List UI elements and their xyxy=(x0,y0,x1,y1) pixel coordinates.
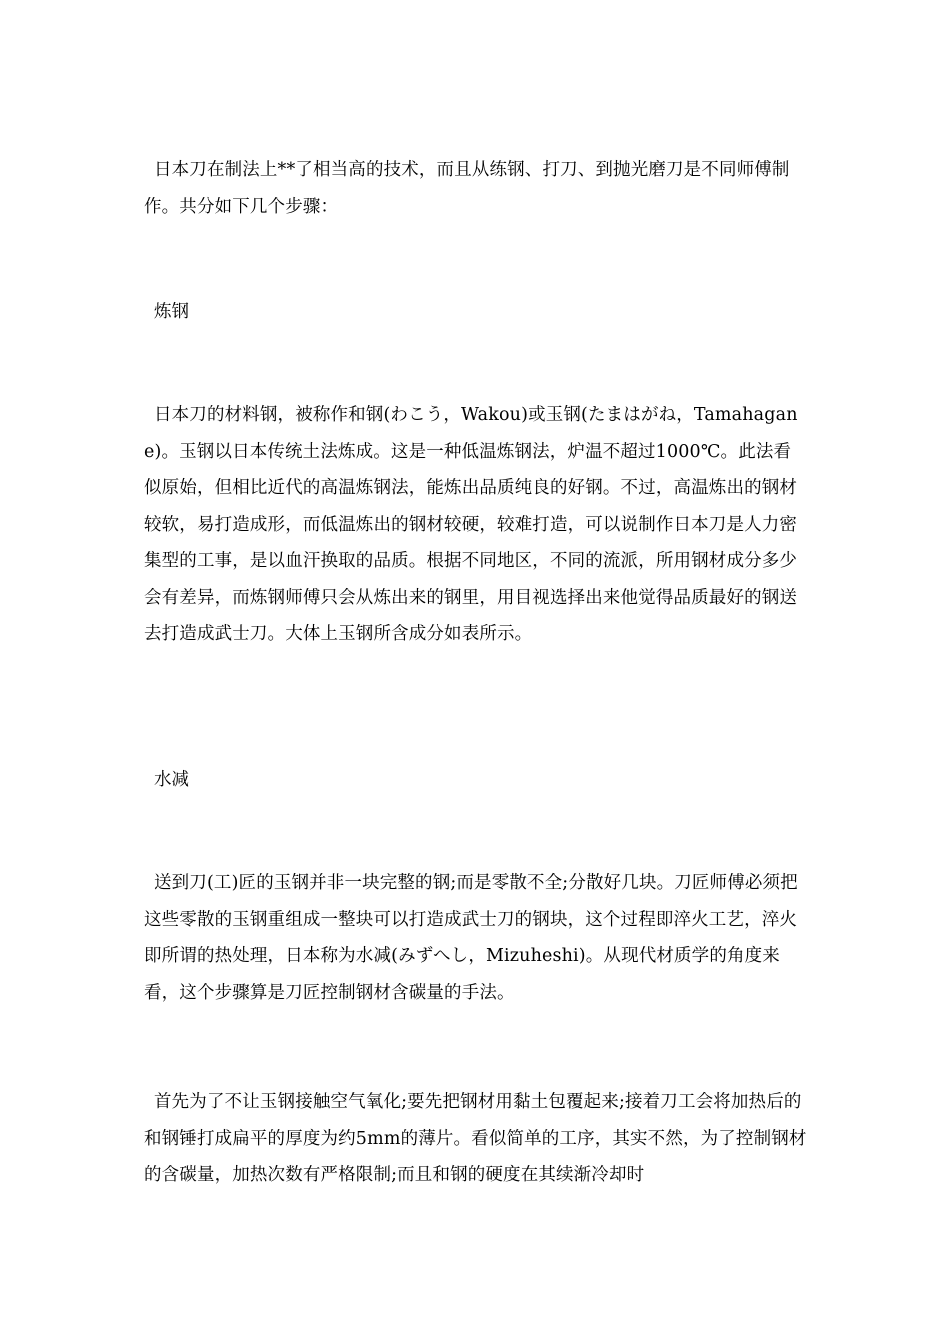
section-paragraph-shui-jian-2: 首先为了不让玉钢接触空气氧化;要先把钢材用黏土包覆起来;接着刀工会将加热后的和钢锤打成扁平的厚度为约5mm的薄片。看似简单的工序，其实不然，为了控制钢材的含碳量，加热次数有严格限制;而且和钢的硬度在其续渐冷却时 xyxy=(144,1092,807,1185)
section-paragraph-lian-gang: 日本刀的材料钢，被称作和钢(わこう，Wakou)或玉钢(たまはがね，Tamahagane)。玉钢以日本传统土法炼成。这是一种低温炼钢法，炉温不超过1000℃。此法看似原始，但相比近代的高温炼钢法，能炼出品质纯良的好钢。不过，高温炼出的钢材较软，易打造成形，而低温炼出的钢材较硬，较难打造，可以说制作日本刀是人力密集型的工事，是以血汗换取的品质。根据不同地区，不同的流派，所用钢材成分多少会有差异，而炼钢师傅只会从炼出来的钢里，用目视选择出来他觉得品质最好的钢送去打造成武士刀。大体上玉钢所含成分如表所示。 xyxy=(144,405,798,644)
intro-paragraph: 日本刀在制法上**了相当高的技术，而且从练钢、打刀、到抛光磨刀是不同师傅制作。共分如下几个步骤： xyxy=(144,160,790,217)
section-heading-lian-gang: 炼钢 xyxy=(154,302,189,322)
section-paragraph-shui-jian-1: 送到刀(工)匠的玉钢并非一块完整的钢;而是零散不全;分散好几块。刀匠师傅必须把这些零散的玉钢重组成一整块可以打造成武士刀的钢块，这个过程即淬火工艺，淬火即所谓的热处理，日本称为水减(みずへし，Mizuheshi)。从现代材质学的角度来看，这个步骤算是刀匠控制钢材含碳量的手法。 xyxy=(144,873,798,1003)
section-heading-shui-jian: 水减 xyxy=(154,770,189,790)
